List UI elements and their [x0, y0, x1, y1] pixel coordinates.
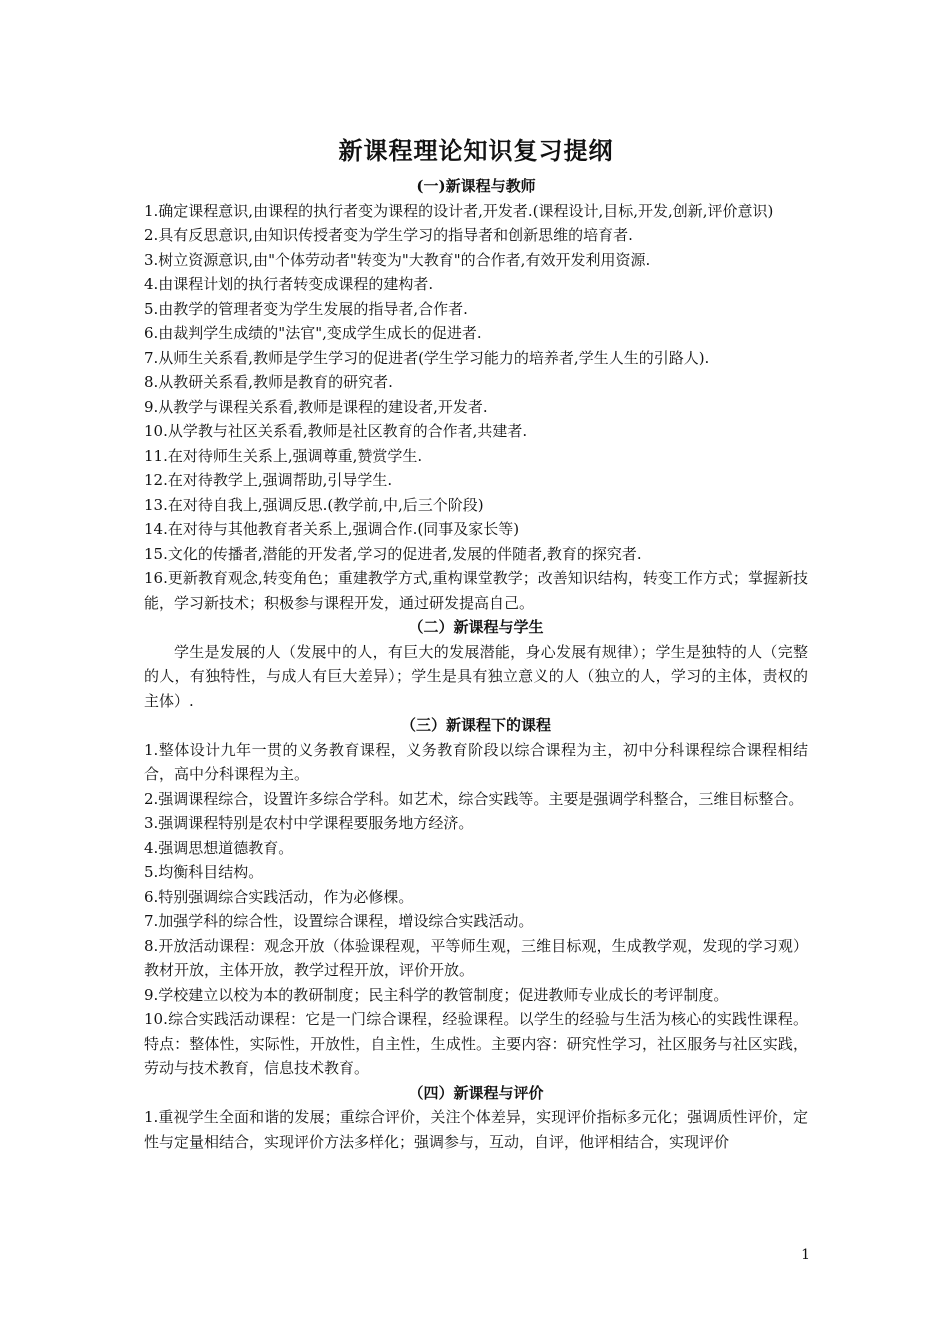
section-student — [144, 615, 808, 713]
paragraph: 学生是发展的人（发展中的人，有巨大的发展潜能，身心发展有规律）；学生是独特的人（完整的人，有独特性，与成人有巨大差异）；学生是具有独立意义的人（独立的人，学习的主体，责权的主体）. — [144, 642, 808, 710]
section-heading: (一)新课程与教师 — [416, 177, 536, 195]
list-item: 15.文化的传播者,潜能的开发者,学习的促进者,发展的伴随者,教育的探究者. — [144, 544, 642, 563]
list-item: 6.特别强调综合实践活动，作为必修棵。 — [144, 887, 414, 906]
list-item: 16.更新教育观念,转变角色；重建教学方式,重构课堂教学；改善知识结构，转变工作方式；掌握新技能，学习新技术；积极参与课程开发，通过研发提高自己。 — [144, 569, 808, 612]
list-item: 13.在对待自我上,强调反思.(教学前,中,后三个阶段) — [144, 495, 484, 514]
list-item: 7.从师生关系看,教师是学生学习的促进者(学生学习能力的培养者,学生人生的引路人). — [144, 348, 710, 367]
list-item: 14.在对待与其他教育者关系上,强调合作.(同事及家长等) — [144, 520, 520, 538]
document-title: 新课程理论知识复习提纲 — [338, 136, 614, 165]
list-item: 9.学校建立以校为本的教研制度；民主科学的教管制度；促进教师专业成长的考评制度。 — [144, 985, 729, 1004]
list-item: 11.在对待师生关系上,强调尊重,赞赏学生. — [144, 446, 423, 465]
list-item: 5.均衡科目结构。 — [144, 863, 264, 881]
list-item: 10.综合实践活动课程：它是一门综合课程，经验课程。以学生的经验与生活为核心的实践性课程。特点：整体性，实际性，开放性，自主性，生成性。主要内容：研究性学习，社区服务与社区实践，劳动与技术教育，信息技术教育。 — [144, 1010, 808, 1077]
section-curriculum — [144, 713, 808, 1081]
section-evaluation — [144, 1081, 808, 1155]
list-item: 5.由教学的管理者变为学生发展的指导者,合作者. — [144, 299, 468, 318]
section-teacher — [144, 174, 808, 615]
list-item: 9.从教学与课程关系看,教师是课程的建设者,开发者. — [144, 397, 488, 416]
page-number: 1 — [801, 1247, 810, 1263]
list-item: 2.强调课程综合，设置许多综合学科。如艺术，综合实践等。主要是强调学科整合，三维目标整合。 — [144, 789, 804, 808]
list-item: 8.开放活动课程：观念开放（体验课程观，平等师生观，三维目标观，生成教学观，发现的学习观）教材开放，主体开放，教学过程开放，评价开放。 — [144, 936, 808, 979]
list-item: 7.加强学科的综合性，设置综合课程，增设综合实践活动。 — [144, 912, 534, 930]
list-item: 1.整体设计九年一贯的义务教育课程，义务教育阶段以综合课程为主，初中分科课程综合课程相结合，高中分科课程为主。 — [144, 740, 808, 783]
list-item: 4.强调思想道德教育。 — [144, 838, 294, 857]
list-item: 1.重视学生全面和谐的发展；重综合评价，关注个体差异，实现评价指标多元化；强调质性评价，定性与定量相结合，实现评价方法多样化；强调参与，互动，自评，他评相结合，实现评价 — [144, 1108, 808, 1151]
list-item: 4.由课程计划的执行者转变成课程的建构者. — [144, 275, 434, 293]
list-item: 3.强调课程特别是农村中学课程要服务地方经济。 — [144, 814, 474, 832]
section-heading: （三）新课程下的课程 — [400, 716, 551, 734]
section-heading: （二）新课程与学生 — [408, 618, 544, 636]
list-item: 1.确定课程意识,由课程的执行者变为课程的设计者,开发者.(课程设计,目标,开发,创新,评价意识) — [144, 201, 774, 220]
list-item: 3.树立资源意识,由"个体劳动者"转变为"大教育"的合作者,有效开发利用资源. — [144, 250, 651, 269]
section-heading: （四）新课程与评价 — [408, 1083, 544, 1102]
list-item: 10.从学教与社区关系看,教师是社区教育的合作者,共建者. — [144, 422, 528, 440]
document-body — [144, 134, 808, 1154]
list-item: 6.由裁判学生成绩的"法官",变成学生成长的促进者. — [144, 324, 482, 342]
list-item: 2.具有反思意识,由知识传授者变为学生学习的指导者和创新思维的培育者. — [144, 226, 633, 244]
list-item: 12.在对待教学上,强调帮助,引导学生. — [144, 471, 393, 489]
list-item: 8.从教研关系看,教师是教育的研究者. — [144, 373, 393, 391]
